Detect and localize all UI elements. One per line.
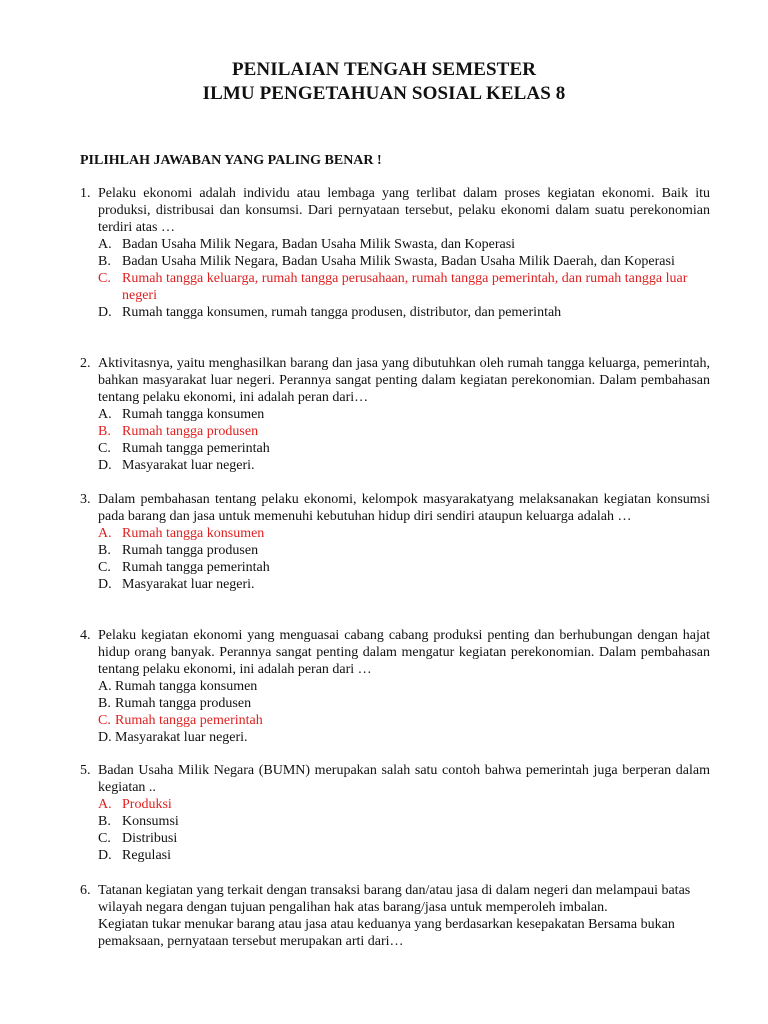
question-text: Badan Usaha Milik Negara (BUMN) merupakan salah satu contoh bahwa pemerintah juga berperan dalam kegiatan .. [98,763,710,795]
question-number: 6. [80,883,91,898]
question-text: Aktivitasnya, yaitu menghasilkan barang dan jasa yang dibutuhkan oleh rumah tangga keluarga, pemerintah, bahkan masyarakat luar negeri. Perannya sangat penting dalam kegiatan perekonomian. Dalam pembahasan tentang pelaku ekonomi, ini adalah peran dari… [98,356,710,405]
question-3 [80,491,710,593]
option-text: Rumah tangga konsumen [122,407,265,422]
option-text: Rumah tangga produsen [122,543,259,558]
question-text: Pelaku ekonomi adalah individu atau lembaga yang terlibat dalam proses kegiatan ekonomi. Baik itu produksi, distribusai dan konsumsi. Dari pernyataan tersebut, pelaku ekonomi dalam suatu perekonomian terdiri atas … [98,186,710,235]
option-b-correct-answer [80,423,710,440]
option-letter: A. [98,679,112,694]
question-text: Pelaku kegiatan ekonomi yang menguasai cabang cabang produksi penting dan berhubungan dengan hajat hidup orang banyak. Perannya sangat penting dalam mengatur kegiatan perekonomian. Dalam pembahasan tentang pelaku ekonomi, ini adalah peran dari … [98,628,710,677]
option-letter: D. [98,458,112,473]
option-a-correct-answer [80,525,710,542]
option-text: Produksi [122,797,172,812]
option-letter: D. [98,577,112,592]
question-number: 1. [80,186,91,201]
option-b [80,813,710,830]
option-letter: A. [98,526,112,541]
option-letter: C. [98,441,111,456]
question-text: Tatanan kegiatan yang terkait dengan transaksi barang dan/atau jasa di dalam negeri dan melampaui batas wilayah negara dengan tujuan pengalihan hak atas barang/jasa untuk memperoleh imbalan. [98,883,691,915]
option-c-correct-answer [80,712,710,729]
option-letter: D. [98,730,112,745]
option-letter: B. [98,424,111,439]
option-letter: C. [98,713,111,728]
option-letter: B. [98,543,111,558]
option-b [80,542,710,559]
question-5 [80,762,710,864]
option-a [80,236,710,253]
option-a [80,678,710,695]
question-text-continued: Kegiatan tukar menukar barang atau jasa atau keduanya yang berdasarkan kesepakatan Bersama bukan pemaksaan, pernyataan tersebut merupakan arti dari… [98,917,675,949]
option-d [80,457,710,474]
option-c [80,830,710,847]
option-text: Rumah tangga produsen [115,696,252,711]
exam-subtitle: ILMU PENGETAHUAN SOSIAL KELAS 8 [202,83,566,104]
option-c-correct-answer [80,270,710,304]
option-text: Rumah tangga pemerintah [122,560,270,575]
option-letter: C. [98,271,111,286]
option-a [80,406,710,423]
option-text: Badan Usaha Milik Negara, Badan Usaha Milik Swasta, dan Koperasi [122,237,516,252]
option-d [80,304,710,321]
question-number: 2. [80,356,91,371]
option-c [80,559,710,576]
option-text: Rumah tangga pemerintah [115,713,263,728]
option-text: Rumah tangga konsumen, rumah tangga produsen, distributor, dan pemerintah [122,305,562,320]
exam-title: PENILAIAN TENGAH SEMESTER [231,59,537,80]
option-c [80,440,710,457]
option-letter: A. [98,237,112,252]
question-2 [80,355,710,474]
option-letter: D. [98,848,112,863]
option-text: Regulasi [122,848,171,863]
question-number: 3. [80,492,91,507]
option-letter: B. [98,814,111,829]
option-text: Rumah tangga konsumen [122,526,265,541]
option-text: Masyarakat luar negeri. [122,577,255,592]
question-6 [80,882,710,950]
option-text: Masyarakat luar negeri. [115,730,248,745]
question-text-block [98,882,710,950]
option-text: Rumah tangga konsumen [115,679,258,694]
question-4 [80,627,710,746]
option-text: Rumah tangga pemerintah [122,441,270,456]
option-letter: B. [98,254,111,269]
option-letter: C. [98,831,111,846]
option-letter: D. [98,305,112,320]
question-number: 5. [80,763,91,778]
option-d [80,729,710,746]
question-number: 4. [80,628,91,643]
option-letter: A. [98,797,112,812]
option-text: Konsumsi [122,814,179,829]
option-letter: A. [98,407,112,422]
option-a-correct-answer [80,796,710,813]
option-text: Rumah tangga keluarga, rumah tangga perusahaan, rumah tangga pemerintah, dan rumah tangga luar negeri [122,271,688,303]
option-letter: B. [98,696,111,711]
question-1 [80,185,710,321]
option-text: Masyarakat luar negeri. [122,458,255,473]
option-text: Distribusi [122,831,178,846]
option-text: Rumah tangga produsen [122,424,259,439]
question-text: Dalam pembahasan tentang pelaku ekonomi, kelompok masyarakatyang melaksanakan kegiatan konsumsi pada barang dan jasa untuk memenuhi kebutuhan hidup diri sendiri ataupun keluarga adalah … [98,492,710,524]
option-d [80,847,710,864]
option-letter: C. [98,560,111,575]
option-d [80,576,710,593]
option-b [80,253,710,270]
option-b [80,695,710,712]
instruction-heading: PILIHLAH JAWABAN YANG PALING BENAR ! [80,153,382,168]
option-text: Badan Usaha Milik Negara, Badan Usaha Milik Swasta, Badan Usaha Milik Daerah, dan Koperasi [122,254,675,269]
